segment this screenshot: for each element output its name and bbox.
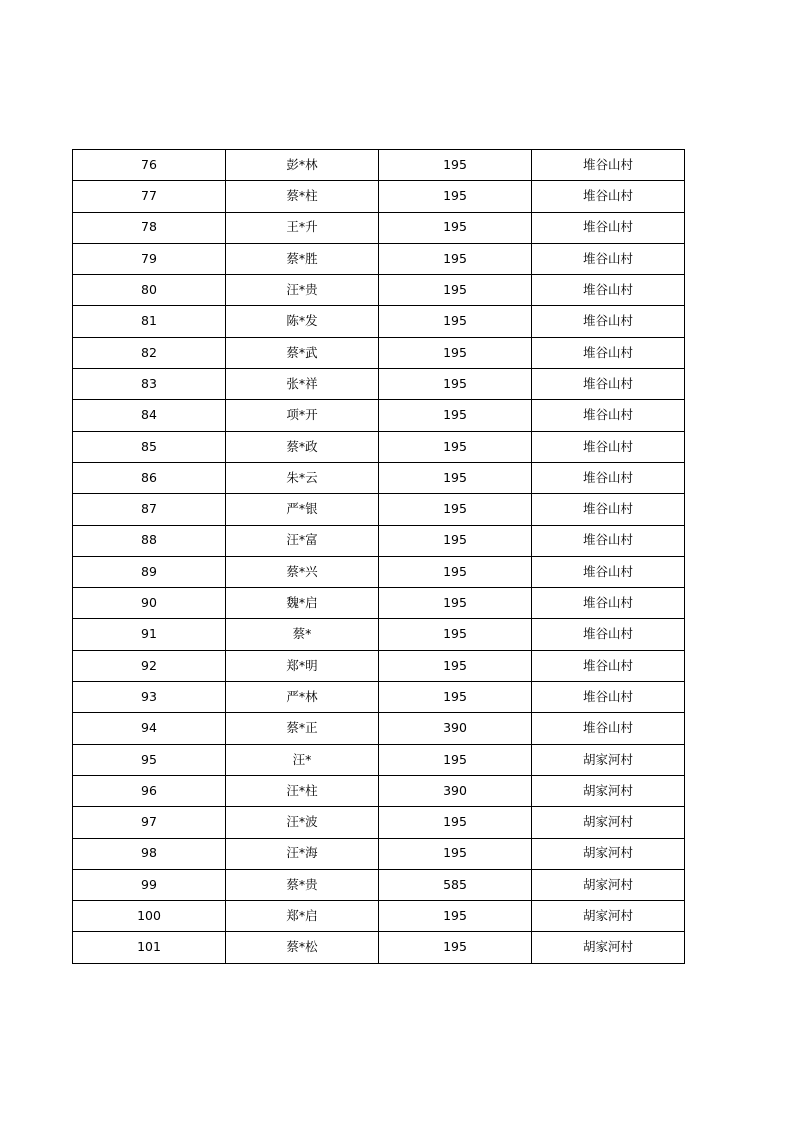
village-cell: 胡家河村 — [532, 807, 685, 838]
row-number-cell: 93 — [73, 682, 226, 713]
row-number-cell: 88 — [73, 525, 226, 556]
table-row — [73, 556, 685, 587]
village-cell: 胡家河村 — [532, 932, 685, 963]
village-cell: 堆谷山村 — [532, 494, 685, 525]
table-row — [73, 431, 685, 462]
amount-cell: 195 — [379, 212, 532, 243]
amount-cell: 195 — [379, 556, 532, 587]
name-cell: 陈*发 — [226, 306, 379, 337]
amount-cell: 390 — [379, 713, 532, 744]
amount-cell: 195 — [379, 838, 532, 869]
row-number-cell: 98 — [73, 838, 226, 869]
village-cell: 堆谷山村 — [532, 275, 685, 306]
row-number-cell: 95 — [73, 744, 226, 775]
village-cell: 堆谷山村 — [532, 243, 685, 274]
amount-cell: 195 — [379, 619, 532, 650]
amount-cell: 195 — [379, 807, 532, 838]
amount-cell: 195 — [379, 400, 532, 431]
row-number-cell: 77 — [73, 181, 226, 212]
row-number-cell: 78 — [73, 212, 226, 243]
village-cell: 堆谷山村 — [532, 306, 685, 337]
village-cell: 堆谷山村 — [532, 181, 685, 212]
table-row — [73, 619, 685, 650]
row-number-cell: 90 — [73, 588, 226, 619]
table-row — [73, 932, 685, 963]
village-cell: 堆谷山村 — [532, 431, 685, 462]
village-cell: 胡家河村 — [532, 901, 685, 932]
amount-cell: 195 — [379, 462, 532, 493]
table-row — [73, 869, 685, 900]
name-cell: 严*银 — [226, 494, 379, 525]
table-row — [73, 212, 685, 243]
data-table — [72, 149, 685, 964]
amount-cell: 195 — [379, 369, 532, 400]
table-row — [73, 243, 685, 274]
row-number-cell: 89 — [73, 556, 226, 587]
amount-cell: 195 — [379, 337, 532, 368]
name-cell: 汪*柱 — [226, 775, 379, 806]
name-cell: 蔡* — [226, 619, 379, 650]
table-row — [73, 650, 685, 681]
amount-cell: 195 — [379, 901, 532, 932]
name-cell: 蔡*贵 — [226, 869, 379, 900]
village-cell: 胡家河村 — [532, 869, 685, 900]
row-number-cell: 91 — [73, 619, 226, 650]
village-cell: 堆谷山村 — [532, 150, 685, 181]
name-cell: 郑*启 — [226, 901, 379, 932]
table-row — [73, 275, 685, 306]
amount-cell: 195 — [379, 682, 532, 713]
table-row — [73, 462, 685, 493]
village-cell: 堆谷山村 — [532, 462, 685, 493]
table-row — [73, 713, 685, 744]
row-number-cell: 84 — [73, 400, 226, 431]
name-cell: 蔡*正 — [226, 713, 379, 744]
table-row — [73, 525, 685, 556]
row-number-cell: 87 — [73, 494, 226, 525]
row-number-cell: 99 — [73, 869, 226, 900]
village-cell: 堆谷山村 — [532, 713, 685, 744]
village-cell: 堆谷山村 — [532, 556, 685, 587]
table-row — [73, 901, 685, 932]
name-cell: 蔡*兴 — [226, 556, 379, 587]
village-cell: 胡家河村 — [532, 744, 685, 775]
village-cell: 胡家河村 — [532, 775, 685, 806]
name-cell: 魏*启 — [226, 588, 379, 619]
row-number-cell: 101 — [73, 932, 226, 963]
table-row — [73, 369, 685, 400]
name-cell: 汪*贵 — [226, 275, 379, 306]
amount-cell: 195 — [379, 650, 532, 681]
row-number-cell: 79 — [73, 243, 226, 274]
table-row — [73, 306, 685, 337]
village-cell: 堆谷山村 — [532, 619, 685, 650]
row-number-cell: 85 — [73, 431, 226, 462]
row-number-cell: 83 — [73, 369, 226, 400]
table-body — [73, 150, 685, 964]
amount-cell: 195 — [379, 150, 532, 181]
village-cell: 堆谷山村 — [532, 525, 685, 556]
row-number-cell: 81 — [73, 306, 226, 337]
amount-cell: 390 — [379, 775, 532, 806]
row-number-cell: 96 — [73, 775, 226, 806]
row-number-cell: 82 — [73, 337, 226, 368]
row-number-cell: 94 — [73, 713, 226, 744]
table-row — [73, 150, 685, 181]
amount-cell: 195 — [379, 525, 532, 556]
name-cell: 蔡*松 — [226, 932, 379, 963]
village-cell: 堆谷山村 — [532, 369, 685, 400]
amount-cell: 195 — [379, 306, 532, 337]
row-number-cell: 97 — [73, 807, 226, 838]
name-cell: 汪*波 — [226, 807, 379, 838]
amount-cell: 195 — [379, 588, 532, 619]
row-number-cell: 92 — [73, 650, 226, 681]
village-cell: 堆谷山村 — [532, 400, 685, 431]
name-cell: 蔡*政 — [226, 431, 379, 462]
name-cell: 彭*林 — [226, 150, 379, 181]
amount-cell: 585 — [379, 869, 532, 900]
village-cell: 堆谷山村 — [532, 682, 685, 713]
name-cell: 项*开 — [226, 400, 379, 431]
village-cell: 堆谷山村 — [532, 588, 685, 619]
name-cell: 汪*富 — [226, 525, 379, 556]
table-row — [73, 181, 685, 212]
amount-cell: 195 — [379, 275, 532, 306]
table-row — [73, 494, 685, 525]
table-row — [73, 838, 685, 869]
village-cell: 堆谷山村 — [532, 212, 685, 243]
name-cell: 蔡*柱 — [226, 181, 379, 212]
name-cell: 王*升 — [226, 212, 379, 243]
name-cell: 张*祥 — [226, 369, 379, 400]
village-cell: 堆谷山村 — [532, 337, 685, 368]
row-number-cell: 76 — [73, 150, 226, 181]
row-number-cell: 100 — [73, 901, 226, 932]
table-row — [73, 682, 685, 713]
row-number-cell: 86 — [73, 462, 226, 493]
table-row — [73, 775, 685, 806]
village-cell: 堆谷山村 — [532, 650, 685, 681]
name-cell: 汪*海 — [226, 838, 379, 869]
name-cell: 郑*明 — [226, 650, 379, 681]
table-row — [73, 588, 685, 619]
table-row — [73, 337, 685, 368]
amount-cell: 195 — [379, 431, 532, 462]
amount-cell: 195 — [379, 181, 532, 212]
village-cell: 胡家河村 — [532, 838, 685, 869]
amount-cell: 195 — [379, 744, 532, 775]
name-cell: 汪* — [226, 744, 379, 775]
table-row — [73, 807, 685, 838]
amount-cell: 195 — [379, 932, 532, 963]
table-row — [73, 400, 685, 431]
name-cell: 蔡*胜 — [226, 243, 379, 274]
name-cell: 朱*云 — [226, 462, 379, 493]
row-number-cell: 80 — [73, 275, 226, 306]
name-cell: 蔡*武 — [226, 337, 379, 368]
amount-cell: 195 — [379, 494, 532, 525]
name-cell: 严*林 — [226, 682, 379, 713]
table-row — [73, 744, 685, 775]
amount-cell: 195 — [379, 243, 532, 274]
